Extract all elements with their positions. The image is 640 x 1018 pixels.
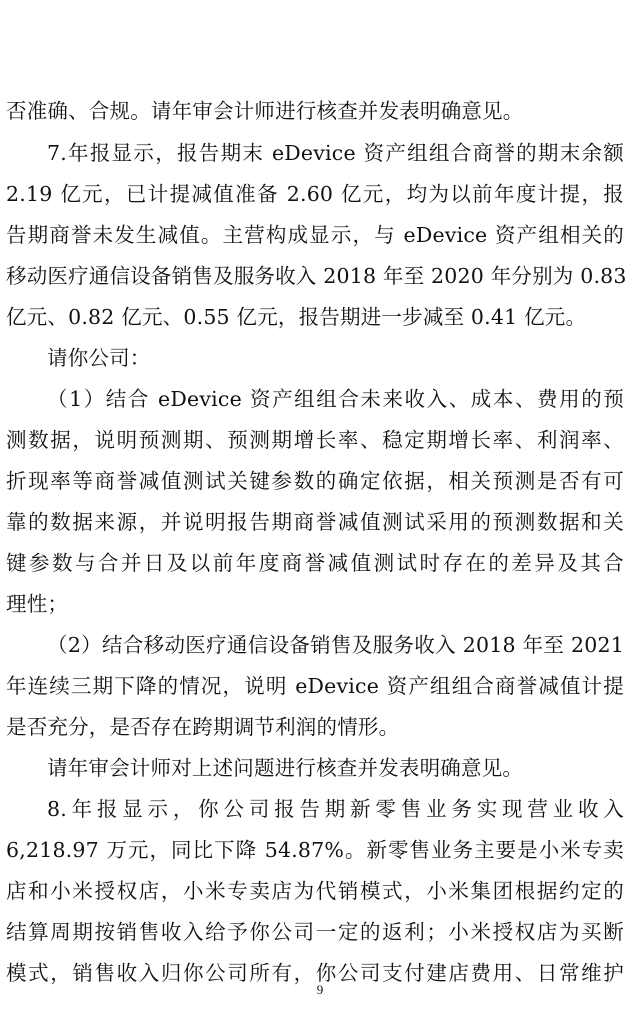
text-line-6: 亿元、0.82 亿元、0.55 亿元，报告期进一步减至 0.41 亿元。 [6, 305, 587, 329]
text-line-18: 8.年报显示，你公司报告期新零售业务实现营业收入 [47, 797, 624, 821]
text-line-1: 否准确、合规。请年审会计师进行核查并发表明确意见。 [6, 99, 524, 123]
text-line-15: 年连续三期下降的情况，说明 eDevice 资产组组合商誉减值计提 [6, 674, 624, 698]
text-line-17: 请年审会计师对上述问题进行核查并发表明确意见。 [47, 756, 524, 780]
text-line-13: 理性； [6, 592, 69, 616]
text-line-12: 键参数与合并日及以前年度商誉减值测试时存在的差异及其合 [6, 551, 624, 575]
text-line-3: 2.19 亿元，已计提减值准备 2.60 亿元，均为以前年度计提，报 [6, 182, 624, 206]
text-line-20: 店和小米授权店，小米专卖店为代销模式，小米集团根据约定的 [6, 879, 624, 903]
text-line-7: 请你公司： [47, 346, 151, 370]
text-line-14: （2）结合移动医疗通信设备销售及服务收入 2018 年至 2021 [47, 633, 624, 657]
text-line-22: 模式，销售收入归你公司所有，你公司支付建店费用、日常维护 [6, 961, 624, 985]
text-line-10: 折现率等商誉减值测试关键参数的确定依据，相关预测是否有可 [6, 469, 624, 493]
text-line-19: 6,218.97 万元，同比下降 54.87%。新零售业务主要是小米专卖 [6, 838, 624, 862]
page-number: 9 [316, 982, 324, 997]
text-line-8: （1）结合 eDevice 资产组组合未来收入、成本、费用的预 [47, 387, 624, 411]
text-line-4: 告期商誉未发生减值。主营构成显示，与 eDevice 资产组相关的 [6, 223, 624, 247]
text-line-21: 结算周期按销售收入给予你公司一定的返利；小米授权店为买断 [6, 920, 624, 944]
text-line-9: 测数据，说明预测期、预测期增长率、稳定期增长率、利润率、 [6, 428, 624, 452]
text-line-16: 是否充分，是否存在跨期调节利润的情形。 [6, 715, 400, 739]
text-line-5: 移动医疗通信设备销售及服务收入 2018 年至 2020 年分别为 0.83 [6, 264, 627, 288]
text-line-11: 靠的数据来源，并说明报告期商誉减值测试采用的预测数据和关 [6, 510, 624, 534]
text-line-2: 7.年报显示，报告期末 eDevice 资产组组合商誉的期末余额 [47, 141, 624, 165]
